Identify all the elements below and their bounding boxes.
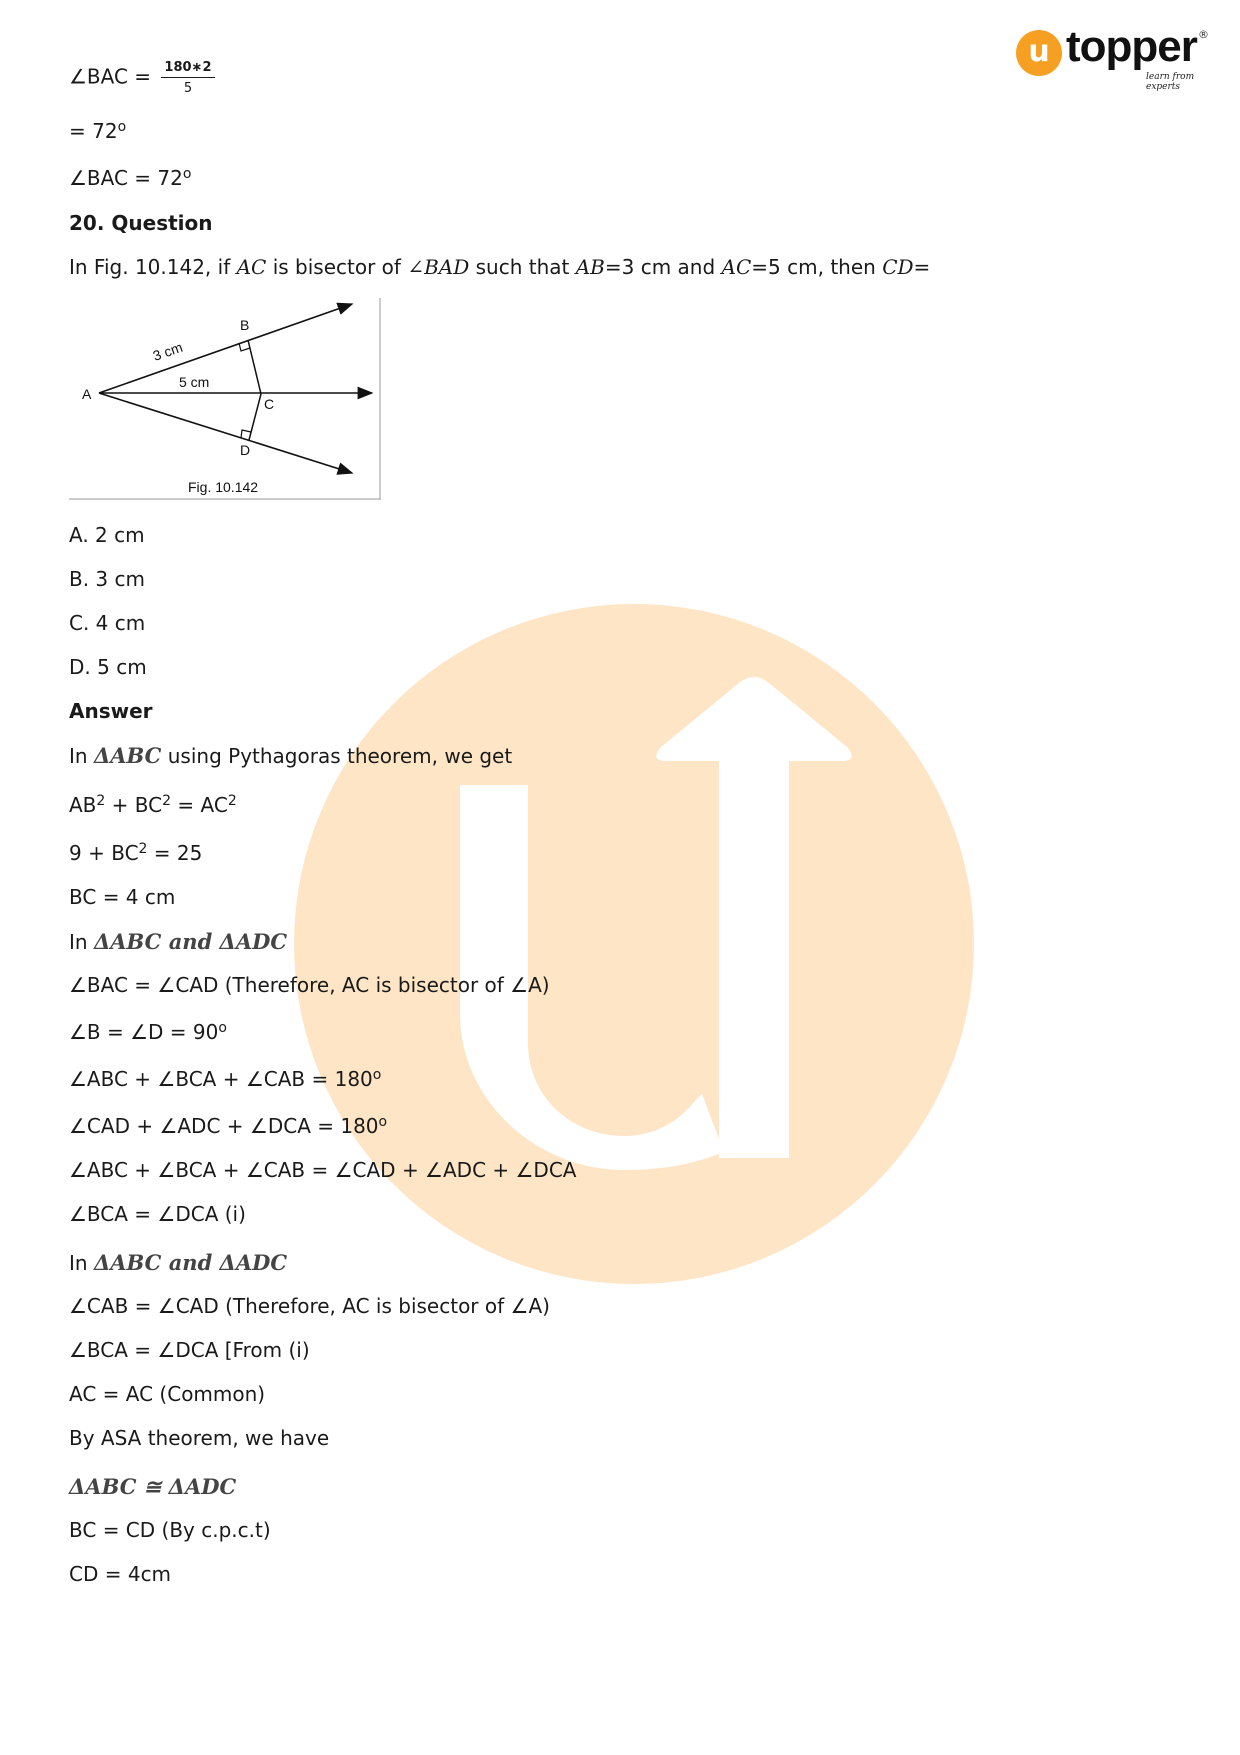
degree: o	[182, 166, 192, 182]
degree: o	[378, 1114, 388, 1130]
text: = 72	[69, 119, 118, 143]
math-triangles: ΔABC and ΔADC	[93, 929, 288, 954]
text: In	[69, 1251, 94, 1275]
answer-line-19: CD = 4cm	[69, 1562, 172, 1586]
math-triangles: ΔABC and ΔADC	[93, 1250, 288, 1275]
text: 9 + BC	[69, 841, 139, 865]
watermark-circle	[294, 604, 974, 1284]
exponent: 2	[227, 793, 237, 809]
text: AB	[69, 793, 97, 817]
degree: o	[218, 1020, 227, 1036]
brand-logo	[1010, 22, 1210, 96]
answer-line-7	[69, 1020, 227, 1044]
option-b: B. 3 cm	[69, 567, 145, 591]
math-triangle: ΔABC	[93, 743, 162, 768]
fraction-numerator: 180∗2	[161, 61, 214, 78]
q-text-3: such that	[469, 255, 576, 279]
text: = AC	[171, 793, 228, 817]
text: using Pythagoras theorem, we get	[161, 744, 513, 768]
label-ac-length: 5 cm	[179, 374, 210, 390]
q-text-2: is bisector of	[266, 255, 408, 279]
option-a: A. 2 cm	[69, 523, 145, 547]
logo-registered-mark: ®	[1198, 28, 1209, 41]
fraction-denominator: 5	[183, 81, 193, 96]
line-bac-fraction	[69, 61, 215, 95]
answer-line-4: BC = 4 cm	[69, 885, 176, 909]
q-text-1: In Fig. 10.142, if	[69, 255, 237, 279]
text: In	[69, 930, 94, 954]
watermark-logo	[294, 604, 974, 1284]
answer-line-2	[69, 793, 237, 817]
label-a: A	[82, 386, 92, 402]
answer-line-16: By ASA theorem, we have	[69, 1426, 330, 1450]
figure-10-142	[69, 298, 381, 500]
answer-line-3	[69, 841, 202, 865]
text: ∠BAC = 72	[69, 166, 183, 190]
q-var-3: AB	[575, 255, 605, 279]
q-var-4: AC	[721, 255, 752, 279]
exponent: 2	[162, 793, 172, 809]
q-var-1: AC	[236, 255, 267, 279]
logo-tagline: learn from experts	[1146, 72, 1195, 92]
segment-cd	[249, 394, 261, 440]
answer-line-5	[69, 929, 287, 954]
text: ∠CAD + ∠ADC + ∠DCA = 180	[69, 1114, 379, 1138]
ray-ad	[99, 393, 352, 473]
logo-wordmark: topper	[1066, 22, 1197, 71]
answer-line-11: ∠BCA = ∠DCA (i)	[69, 1202, 246, 1226]
question-text	[69, 255, 930, 279]
label-b: B	[240, 317, 250, 333]
option-d: D. 5 cm	[69, 655, 147, 679]
label-ab-length: 3 cm	[150, 338, 185, 364]
answer-line-17	[69, 1474, 236, 1499]
answer-line-13: ∠CAB = ∠CAD (Therefore, AC is bisector of ∠A)	[69, 1294, 550, 1318]
answer-line-10: ∠ABC + ∠BCA + ∠CAB = ∠CAD + ∠ADC + ∠DCA	[69, 1158, 577, 1182]
answer-line-9	[69, 1114, 387, 1138]
fraction	[161, 61, 214, 95]
option-c: C. 4 cm	[69, 611, 146, 635]
answer-line-14: ∠BCA = ∠DCA [From (i)	[69, 1338, 310, 1362]
text: + BC	[105, 793, 163, 817]
bac-prefix: ∠BAC =	[69, 64, 158, 89]
answer-line-8	[69, 1067, 381, 1091]
q-var-2: ∠BAD	[407, 255, 470, 279]
figure-caption: Fig. 10.142	[188, 479, 259, 495]
answer-line-15: AC = AC (Common)	[69, 1382, 266, 1406]
text: ∠ABC + ∠BCA + ∠CAB = 180	[69, 1067, 373, 1091]
question-heading: 20. Question	[69, 211, 213, 235]
label-c: C	[264, 396, 275, 412]
q-var-5: CD	[882, 255, 914, 279]
q-text-4: =3 cm and	[604, 255, 722, 279]
line-bac-72	[69, 166, 191, 190]
q-text-5: =5 cm, then	[751, 255, 883, 279]
answer-heading: Answer	[69, 699, 153, 723]
answer-line-6: ∠BAC = ∠CAD (Therefore, AC is bisector of ∠A)	[69, 973, 550, 997]
answer-line-18: BC = CD (By c.p.c.t)	[69, 1518, 271, 1542]
logo-u-icon: u	[1016, 30, 1062, 76]
text: In	[69, 744, 94, 768]
degree: o	[372, 1067, 382, 1083]
ray-ab	[99, 304, 352, 393]
math-congruence: ΔABC ≅ ΔADC	[69, 1474, 237, 1499]
answer-line-1	[69, 743, 512, 768]
label-d: D	[240, 442, 251, 458]
text: ∠B = ∠D = 90	[69, 1020, 219, 1044]
degree: o	[117, 119, 127, 135]
exponent: 2	[96, 793, 106, 809]
answer-line-12	[69, 1250, 287, 1275]
text: = 25	[147, 841, 203, 865]
q-text-6: =	[913, 255, 931, 279]
line-72	[69, 119, 126, 143]
exponent: 2	[138, 841, 148, 857]
